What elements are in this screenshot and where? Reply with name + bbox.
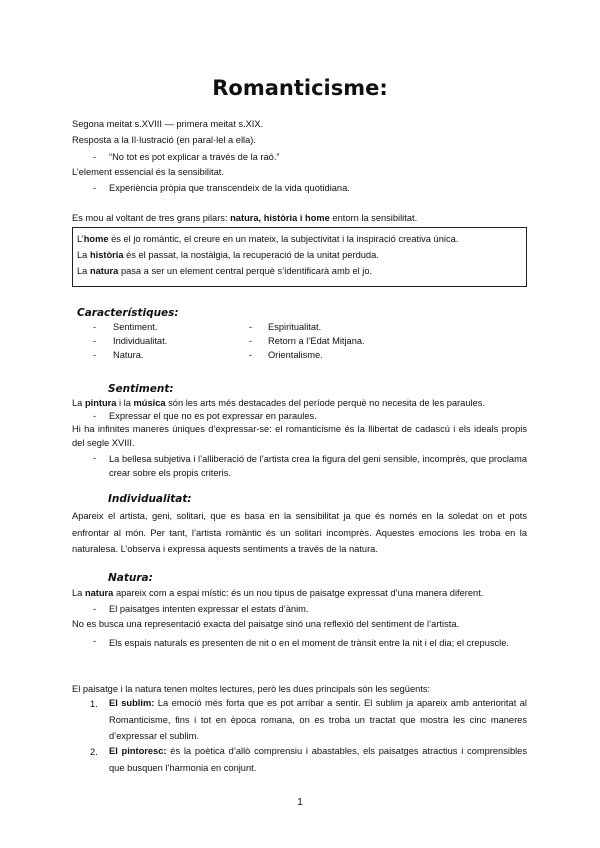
bold-term: El pintoresc: [109,746,167,756]
text-run: són les arts més destacades del període perquè no necesita de les paraules. [165,398,485,408]
bullet-dash: - [249,336,253,346]
natura-heading: Natura: [108,572,153,584]
box-term: natura [89,266,119,276]
characteristic-item: Orientalisme. [268,350,323,360]
box-text: La [77,250,90,260]
intro-dates: Segona meitat s.XVIII — primera meitat s.XIX. [72,119,264,129]
pillars-pre: Es mou al voltant de tres grans pilars: [72,213,231,223]
list-number: 2. [90,747,98,757]
sentiment-heading: Sentiment: [108,383,174,395]
reading-item-pintoresc [109,743,527,776]
characteristic-item: Sentiment. [113,322,158,332]
bullet-dash: - [93,183,97,193]
bullet-dash: - [93,604,97,614]
box-text: és el jo romàntic, el creure en un mateix, la subjectivitat i la inspiració creativa única. [108,234,459,244]
page-number: 1 [297,797,303,808]
bullet-dash: - [93,350,97,360]
pillars-items: natura, història i home [230,213,330,223]
bold-term: natura [84,588,114,598]
reading-item-sublim [109,695,527,745]
natura-bullet-1: El paisatges intenten expressar el estats d’ànim. [109,604,309,614]
sentiment-paragraph-2: Hi ha infinites maneres úniques d’expressar-se: el romanticisme és la llibertat de cadascú i els ideals propis del segle XVIII. [72,424,527,448]
bullet-dash: - [93,411,97,421]
bullet-dash: - [93,322,97,332]
intro-quote: “No tot es pot explicar a través de la raó.” [109,152,280,162]
box-term: home [83,234,109,244]
intro-response: Resposta a la Il·lustració (en paral·lel a ella). [72,135,256,145]
characteristic-item: Retorn a l’Edat Mitjana. [268,336,365,346]
bullet-dash: - [93,453,97,463]
characteristic-item: Individualitat. [113,336,168,346]
bullet-dash: - [93,152,97,162]
box-line-home [77,233,458,246]
characteristic-item: Natura. [113,350,144,360]
characteristic-item: Espiritualitat. [268,322,322,332]
bullet-dash: - [93,636,97,646]
natura-paragraph-2: No es busca una representació exacta del paisatge sinó una reflexió del sentiment de l’artista. [72,619,460,629]
text-run: i la [116,398,134,408]
list-number: 1. [90,699,98,709]
sentiment-bullet-1: Expressar el que no es pot expressar en paraules. [109,411,317,421]
box-line-historia [77,249,379,262]
readings-intro: El paisatge i la natura tenen moltes lectures, però les dues principals són les següents: [72,684,431,694]
text-run: és la poètica d’allò comprensiu i abastables, els paisatges atractius i comprensibles que busquen l’harmonia en conjunt. [109,746,527,773]
page-title: Romanticisme: [212,76,388,100]
intro-essential: L’element essencial és la sensibilitat. [72,167,224,177]
text-run: La [72,588,85,598]
individualitat-paragraph: Apareix el artista, geni, solitari, que es basa en la sensibilitat ja que és només en la soledat on et pots enfrontar al món. Per tant, l’artista romàntic és un solitari incomprès. Aquestes emocions les troba en la naturalesa. L’observa i expressa aquests sentiments a través de la natura. [72,511,527,554]
bold-term: El sublim: [109,698,155,708]
text-run: apareix com a espai místic: és un nou tipus de paisatge expressat d’una manera diferent. [113,588,484,598]
bold-term: pintura [84,398,117,408]
bullet-dash: - [93,336,97,346]
pillars-post: entorn la sensibilitat. [329,213,418,223]
box-term: història [89,250,124,260]
natura-bullet-2: Els espais naturals es presenten de nit o en el moment de trànsit entre la nit i el dia; el crepuscle. [109,638,509,648]
text-run: La emoció més forta que es pot arribar a sentir. El sublim ja apareix amb anterioritat al Romanticisme, fins i tot en època romana, on es troba un tractat que mostra les cinc maneres d’expressar el sublim. [109,698,527,741]
box-line-natura [77,265,372,278]
sentiment-paragraph-1 [72,397,485,410]
bullet-dash: - [249,322,253,332]
box-text: La [77,266,90,276]
intro-experience: Experiència pròpia que transcendeix de la vida quotidiana. [109,183,350,193]
sentiment-bullet-2: La bellesa subjetiva i l’alliberació de l’artista crea la figura del geni sensible, incomprès, que proclama crear sobre els propis criteris. [109,454,527,478]
characteristics-heading: Característiques: [77,307,179,319]
box-text: pasa a ser un element central perquè s’identificarà amb el jo. [118,266,373,276]
pillars-sentence [72,212,417,225]
box-text: és el passat, la nostàlgia, la recuperació de la unitat perduda. [123,250,379,260]
text-run: La [72,398,85,408]
bullet-dash: - [249,350,253,360]
bold-term: música [133,398,166,408]
natura-paragraph-1 [72,587,483,600]
box-text: L’ [77,234,84,244]
individualitat-heading: Individualitat: [108,493,192,505]
